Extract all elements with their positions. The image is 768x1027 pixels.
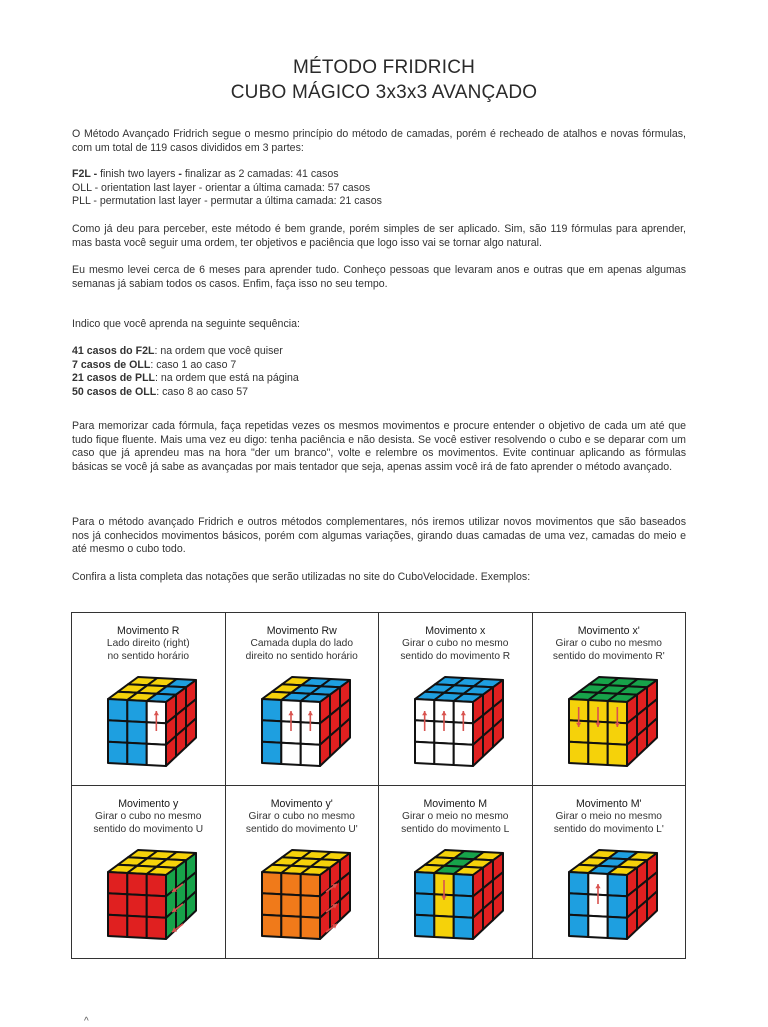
cube-sticker xyxy=(415,915,434,937)
cube-sticker xyxy=(108,720,127,742)
cube-sticker xyxy=(147,917,166,939)
cube-sticker xyxy=(281,743,300,765)
cube-sticker xyxy=(128,721,147,743)
cube-sticker xyxy=(281,894,300,916)
sequence-intro: Indico que você aprenda na seguinte sequência: xyxy=(72,318,300,330)
paragraph-size: Como já deu para perceber, este método é bem grande, porém simples de ser aplicado. Sim, são 119 fórmulas para aprender, mas basta você seguir uma ordem, ter objetivos e paciência que logo isso vai se tornar algo natural. xyxy=(72,223,686,249)
notation-table xyxy=(71,612,686,959)
move-cell xyxy=(532,613,686,786)
move-title: Movimento M xyxy=(423,798,488,810)
cube-sticker xyxy=(607,895,626,917)
cube-sticker xyxy=(108,742,127,764)
cube-sticker xyxy=(454,895,473,917)
cube-sticker xyxy=(607,917,626,939)
cube-sticker xyxy=(300,917,319,939)
cube-move-y-icon xyxy=(98,844,198,944)
move-title: Movimento y' xyxy=(270,798,333,810)
cube-sticker xyxy=(108,893,127,915)
cube-sticker xyxy=(108,699,127,721)
sequence-item: 7 casos de OLL: caso 1 ao caso 7 xyxy=(72,358,237,371)
move-title: Movimento y xyxy=(118,798,179,810)
cube-sticker xyxy=(415,742,434,764)
cube-sticker xyxy=(262,742,281,764)
cube-sticker xyxy=(569,915,588,937)
cube-sticker xyxy=(262,915,281,937)
cube-sticker xyxy=(300,895,319,917)
cube-sticker xyxy=(128,873,147,895)
move-title: Movimento Rw xyxy=(266,625,337,637)
move-desc: no sentido horário xyxy=(107,651,190,662)
cube-sticker xyxy=(281,916,300,938)
move-desc: Lado direito (right) xyxy=(106,638,190,649)
page-footer-mark: ^ xyxy=(84,1016,89,1027)
move-desc: sentido do movimento U xyxy=(93,824,204,835)
cube-sticker xyxy=(262,872,281,894)
move-desc: Girar o meio no mesmo xyxy=(555,811,662,822)
move-desc: Girar o cubo no mesmo xyxy=(95,811,202,822)
cube-sticker xyxy=(435,916,454,938)
cube-sticker xyxy=(569,742,588,764)
move-desc: sentido do movimento R' xyxy=(552,651,665,662)
cube-sticker xyxy=(147,744,166,766)
move-desc: Girar o meio no mesmo xyxy=(402,811,509,822)
cube-sticker xyxy=(300,744,319,766)
cube-sticker xyxy=(262,720,281,742)
parts-list xyxy=(72,168,686,209)
paragraph-memorize: Para memorizar cada fórmula, faça repetidas vezes os mesmos movimentos e procure entender o objetivo de cada um até que tudo fique fluente. Mais uma vez eu digo: tenha paciência e não desista. Se você estiver resolvendo o cubo e se deparar com um caso que já aprendeu mas na hora "der um branco", volte e relembre os movimentos. Evite continuar aplicando as fórmulas básicas se você já sabe as avançadas por mais tentador que seja, apenas assim você irá de fato aprender o método avançado. xyxy=(72,420,686,473)
move-desc: Girar o cubo no mesmo xyxy=(555,638,662,649)
move-title: Movimento M' xyxy=(575,798,642,810)
cube-sticker xyxy=(128,916,147,938)
cube-sticker xyxy=(128,700,147,722)
cube-move-m-icon xyxy=(405,844,505,944)
paragraph-notation: Confira a lista completa das notações que serão utilizadas no site do CuboVelocidade. Exemplos: xyxy=(72,571,531,583)
cube-sticker xyxy=(588,916,607,938)
cube-sticker xyxy=(569,893,588,915)
move-cell xyxy=(532,786,686,959)
move-desc: direito no sentido horário xyxy=(245,651,358,662)
cube-sticker xyxy=(108,915,127,937)
cube-move-x-icon xyxy=(405,671,505,771)
cube-sticker xyxy=(588,743,607,765)
cube-sticker xyxy=(300,874,319,896)
cube-move-rw-icon xyxy=(252,671,352,771)
move-desc: sentido do movimento R xyxy=(400,651,511,662)
sequence-item: 50 casos de OLL: caso 8 ao caso 57 xyxy=(72,385,249,398)
cube-sticker xyxy=(607,744,626,766)
part-f2l: F2L - finish two layers - finalizar as 2 camadas: 41 casos xyxy=(72,168,339,180)
cube-sticker xyxy=(262,699,281,721)
cube-sticker xyxy=(262,893,281,915)
move-desc: Girar o cubo no mesmo xyxy=(402,638,509,649)
paragraph-time: Eu mesmo levei cerca de 6 meses para aprender tudo. Conheço pessoas que levaram anos e outras que em apenas algumas semanas já sabiam todos os casos. Enfim, faça isso no seu tempo. xyxy=(72,264,686,290)
cube-move-m-prime-icon xyxy=(559,844,659,944)
cube-sticker xyxy=(128,894,147,916)
move-desc: Girar o cubo no mesmo xyxy=(248,811,355,822)
cube-sticker xyxy=(147,874,166,896)
cube-sticker xyxy=(415,872,434,894)
move-cell xyxy=(225,786,379,959)
cube-sticker xyxy=(128,743,147,765)
cube-sticker xyxy=(454,874,473,896)
move-title: Movimento x' xyxy=(577,625,640,637)
cube-move-x-prime-icon xyxy=(559,671,659,771)
cube-sticker xyxy=(607,874,626,896)
sequence-list xyxy=(72,345,686,399)
cube-sticker xyxy=(147,895,166,917)
move-cell xyxy=(72,613,226,786)
part-pll: PLL - permutation last layer - permutar a última camada: 21 casos xyxy=(72,195,382,208)
move-cell xyxy=(379,786,533,959)
move-title: Movimento x xyxy=(425,625,486,637)
cube-sticker xyxy=(454,917,473,939)
cube-move-y-prime-icon xyxy=(252,844,352,944)
cube-sticker xyxy=(435,743,454,765)
page-subtitle: CUBO MÁGICO 3x3x3 AVANÇADO xyxy=(230,82,538,103)
move-cell xyxy=(72,786,226,959)
cube-sticker xyxy=(108,872,127,894)
part-oll: OLL - orientation last layer - orientar a última camada: 57 casos xyxy=(72,181,371,194)
move-desc: sentido do movimento L' xyxy=(553,824,664,835)
move-desc: sentido do movimento U' xyxy=(245,824,358,835)
page-title: MÉTODO FRIDRICH xyxy=(292,57,476,78)
cube-move-r-icon xyxy=(98,671,198,771)
move-cell xyxy=(379,613,533,786)
cube-sticker xyxy=(569,872,588,894)
intro-paragraph: O Método Avançado Fridrich segue o mesmo princípio do método de camadas, porém é recheado de atalhos e novas fórmulas, com um total de 119 casos divididos em 3 partes: xyxy=(72,128,686,154)
move-desc: Camada dupla do lado xyxy=(250,638,354,649)
move-desc: sentido do movimento L xyxy=(401,824,510,835)
sequence-item: 21 casos de PLL: na ordem que está na página xyxy=(72,372,299,385)
sequence-item: 41 casos do F2L: na ordem que você quiser xyxy=(72,345,283,357)
cube-sticker xyxy=(415,893,434,915)
move-title: Movimento R xyxy=(117,625,180,637)
paragraph-methods: Para o método avançado Fridrich e outros métodos complementares, nós iremos utilizar novos movimentos que são baseados nos já conhecidos movimentos básicos, porém com algumas variações, girando duas camadas de uma vez, camadas do meio e até mesmo o cubo todo. xyxy=(72,516,686,556)
cube-sticker xyxy=(281,873,300,895)
move-cell xyxy=(225,613,379,786)
cube-sticker xyxy=(454,744,473,766)
